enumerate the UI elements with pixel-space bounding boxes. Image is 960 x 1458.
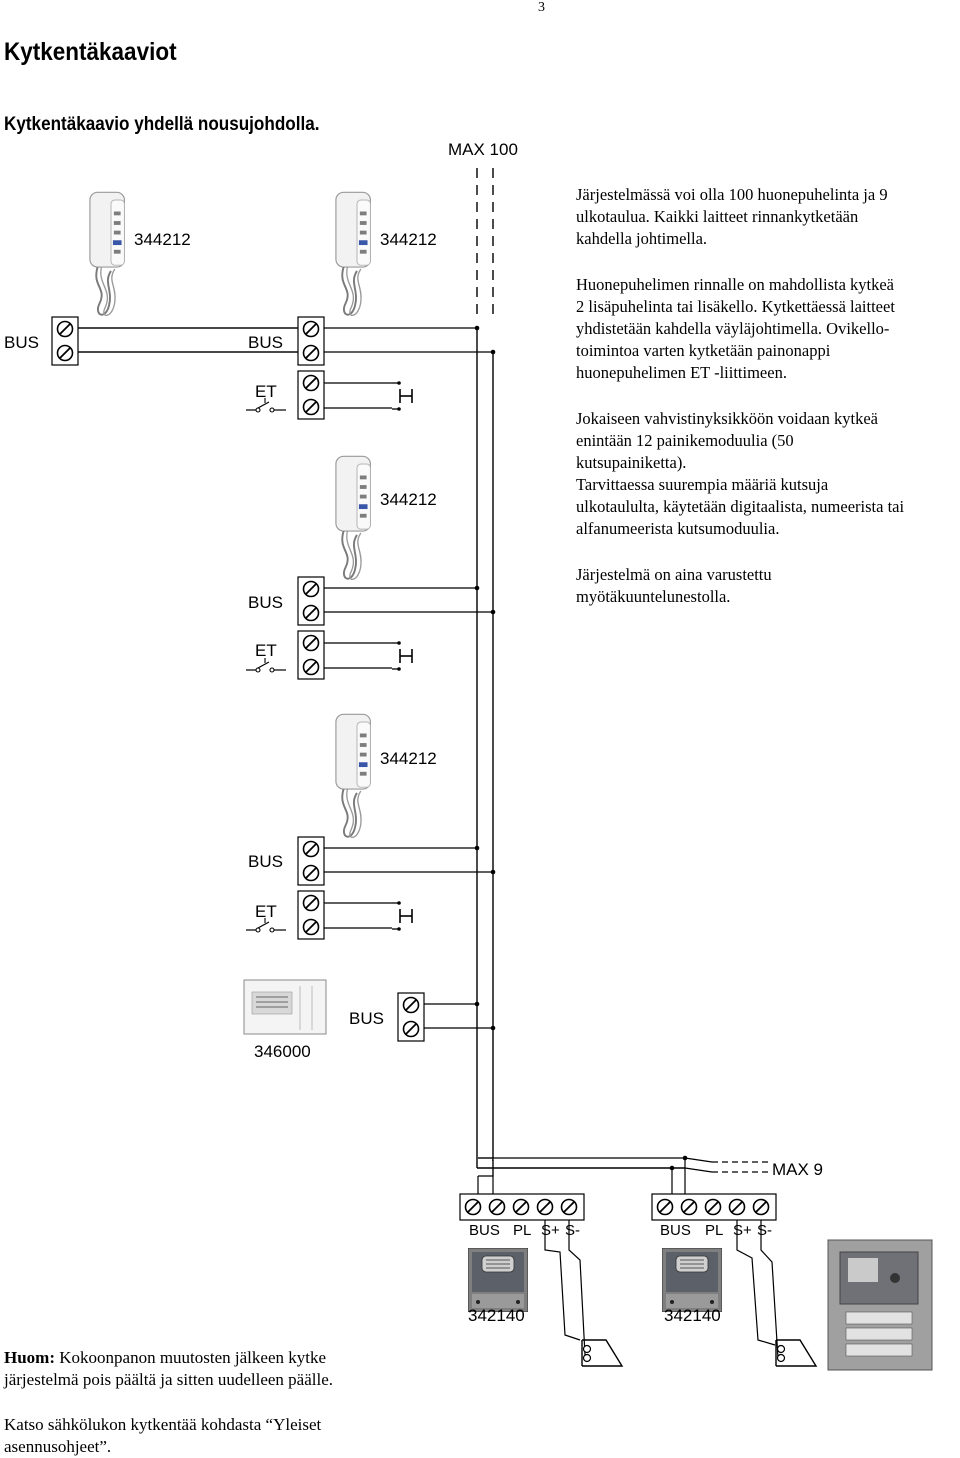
terminal-bus-label: BUS (469, 1222, 500, 1239)
handset-icon (336, 456, 371, 579)
terminal-sminus-label: S- (565, 1222, 580, 1239)
bus-label: BUS (248, 593, 283, 612)
note: Huom: Kokoonpanon muutosten jälkeen kytke järjestelmä pois päältä ja sitten uudelleen päälle. (4, 1348, 334, 1389)
max-riser-label: MAX 100 (448, 140, 518, 159)
amplifier-code-label: 346000 (254, 1042, 311, 1061)
page-title: Kytkentäkaaviot (4, 38, 177, 66)
paragraph-capacity: Järjestelmässä voi olla 100 huonepuhelinta ja 9 ulkotaulua. Kaikki laitteet rinnankytketään kahdella johtimella. (576, 185, 888, 248)
door-lock-icon (582, 1340, 622, 1366)
handset-icon (90, 192, 125, 315)
section-title: Kytkentäkaavio yhdellä nousujohdolla. (4, 114, 320, 135)
door-panel-icon (828, 1240, 932, 1370)
terminal-bus-label: BUS (660, 1222, 691, 1239)
bus-label: BUS (248, 333, 283, 352)
module-code-label: 342140 (468, 1306, 525, 1325)
door-lock-icon (776, 1340, 816, 1366)
handset-icon (336, 714, 371, 837)
paragraph-modules: Jokaiseen vahvistinyksikköön voidaan kytkeä enintään 12 painikemoduulia (50 kutsupainiketta). Tarvittaessa suurempia määriä kutsuja ulkotaululta, käytetään digitaalista, numeerista tai alfanumeerista kutsumoduulia. (576, 409, 905, 538)
page-number: 3 (538, 0, 545, 15)
speaker-module-icon (662, 1248, 722, 1312)
handset-icon (336, 192, 371, 315)
terminal-pl-label: PL (513, 1222, 532, 1239)
terminal-pl-label: PL (705, 1222, 724, 1239)
speaker-module-icon (468, 1248, 528, 1312)
max-panels-label: MAX 9 (772, 1160, 824, 1179)
et-label: ET (255, 641, 277, 660)
terminal-sminus-label: S- (757, 1222, 772, 1239)
bus-label: BUS (4, 333, 39, 352)
handset-code-label: 344212 (380, 749, 437, 768)
module-code-label: 342140 (664, 1306, 721, 1325)
handset-code-label: 344212 (134, 230, 191, 249)
lock-wiring (545, 1220, 778, 1358)
panel-terminals-2 (652, 1194, 776, 1220)
terminal-block-amplifier (398, 993, 424, 1041)
terminal-splus-label: S+ (733, 1222, 752, 1239)
terminal-splus-label: S+ (541, 1222, 560, 1239)
et-label: ET (255, 902, 277, 921)
amplifier-unit-icon (244, 980, 326, 1034)
footer-reference: Katso sähkölukon kytkentää kohdasta “Yleiset asennusohjeet”. (4, 1415, 322, 1456)
bus-label: BUS (248, 852, 283, 871)
bus-label: BUS (349, 1009, 384, 1028)
et-label: ET (255, 382, 277, 401)
handset-code-label: 344212 (380, 230, 437, 249)
handset-code-label: 344212 (380, 490, 437, 509)
paragraph-parallel: Huonepuhelimen rinnalle on mahdollista kytkeä 2 lisäpuhelinta tai lisäkello. Kytkettäessä laitteet yhdistetään kahdella väyläjohtimella. Ovikello- toimintoa varten kytketään painonappi huonepuhelimen ET -liittimeen. (576, 275, 895, 382)
paragraph-privacy: Järjestelmä on aina varustettu myötäkuuntelunestolla. (576, 565, 772, 606)
panel-terminals-1 (460, 1194, 584, 1220)
